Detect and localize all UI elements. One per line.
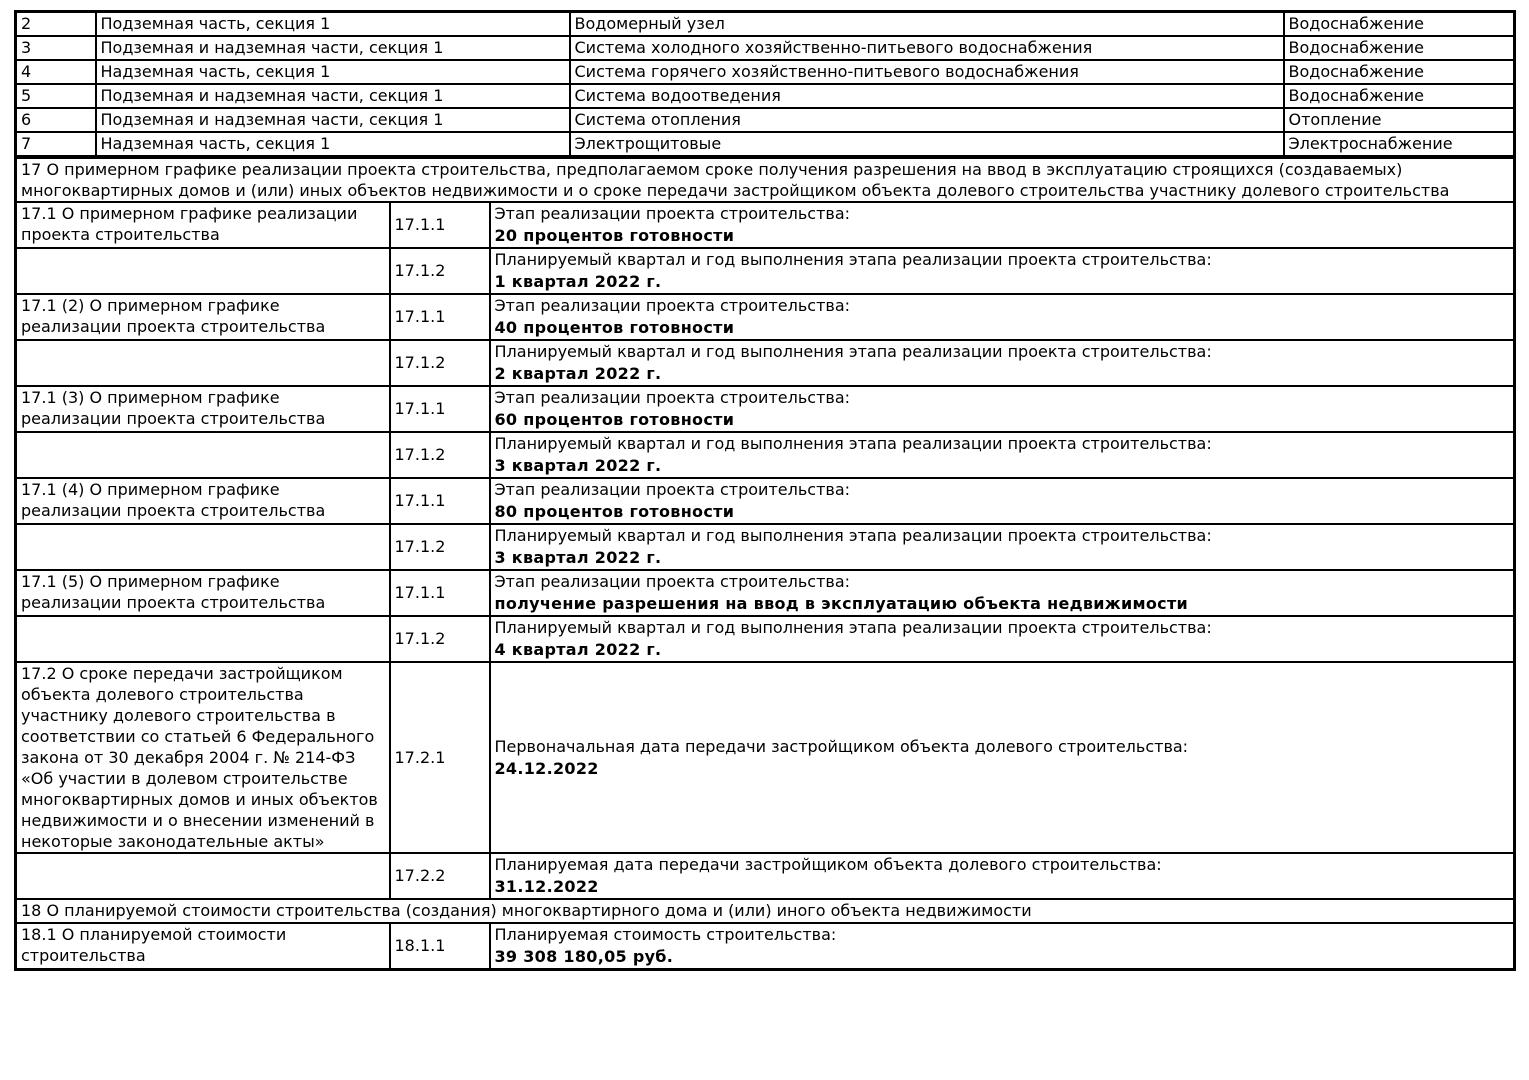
table-row: [16, 923, 1515, 970]
system-purpose: Водоснабжение: [1284, 36, 1515, 60]
table-row: [16, 12, 1515, 37]
row-number: 4: [16, 60, 96, 84]
block-title-17-1: 17.1 О примерном графике реализации проекта строительства: [16, 202, 390, 248]
system-purpose: Водоснабжение: [1284, 84, 1515, 108]
item-value: 40 процентов готовности: [494, 318, 735, 337]
system-purpose: Водоснабжение: [1284, 12, 1515, 37]
row-number: 2: [16, 12, 96, 37]
item-value: 60 процентов готовности: [494, 410, 735, 429]
system-name: Система холодного хозяйственно-питьевого водоснабжения: [570, 36, 1284, 60]
item-label: Планируемый квартал и год выполнения этапа реализации проекта строительства:: [494, 434, 1212, 453]
item-value: 1 квартал 2022 г.: [494, 272, 662, 291]
schedule-table: [14, 157, 1516, 971]
table-row: [16, 616, 1515, 662]
item-value: 2 квартал 2022 г.: [494, 364, 662, 383]
item-code: 17.1.2: [390, 524, 490, 570]
table-row: [16, 524, 1515, 570]
item-value-cell: [490, 340, 1515, 386]
section-17-header-line-1: 17 О примерном графике реализации проекта строительства, предполагаемом сроке получения разрешения на ввод в эксплуатацию строящихся (создаваемых): [21, 160, 1403, 179]
item-code: 17.2.1: [390, 662, 490, 853]
table-row: [16, 294, 1515, 340]
table-row: [16, 853, 1515, 899]
item-value-cell: [490, 524, 1515, 570]
table-row: [16, 202, 1515, 248]
row-number: 3: [16, 36, 96, 60]
item-value-cell: [490, 432, 1515, 478]
section-17-header-row: [16, 158, 1515, 202]
empty-cell: [16, 248, 390, 294]
system-name: Водомерный узел: [570, 12, 1284, 37]
item-label: Этап реализации проекта строительства:: [494, 204, 851, 223]
item-value-cell: [490, 853, 1515, 899]
item-value-cell: [490, 616, 1515, 662]
table-row: [16, 432, 1515, 478]
item-code: 17.2.2: [390, 853, 490, 899]
item-code: 17.1.2: [390, 248, 490, 294]
building-part: Надземная часть, секция 1: [96, 60, 570, 84]
item-value: 3 квартал 2022 г.: [494, 548, 662, 567]
block-title-17-1-4: 17.1 (4) О примерном графике реализации проекта строительства: [16, 478, 390, 524]
item-label: Этап реализации проекта строительства:: [494, 572, 851, 591]
item-label: Планируемая дата передачи застройщиком объекта долевого строительства:: [494, 855, 1162, 874]
section-18-header-row: [16, 899, 1515, 923]
item-label: Планируемая стоимость строительства:: [494, 925, 837, 944]
item-code: 18.1.1: [390, 923, 490, 970]
item-value: 24.12.2022: [494, 758, 599, 778]
row-number: 5: [16, 84, 96, 108]
item-value-cell: [490, 570, 1515, 616]
system-purpose: Электроснабжение: [1284, 132, 1515, 156]
table-row: [16, 478, 1515, 524]
table-row: [16, 570, 1515, 616]
system-purpose: Водоснабжение: [1284, 60, 1515, 84]
item-value: 39 308 180,05 руб.: [494, 947, 674, 966]
item-value: 20 процентов готовности: [494, 226, 735, 245]
table-row: [16, 60, 1515, 84]
table-row: [16, 248, 1515, 294]
table-row: [16, 108, 1515, 132]
row-number: 7: [16, 132, 96, 156]
item-label: Планируемый квартал и год выполнения этапа реализации проекта строительства:: [494, 342, 1212, 361]
system-purpose: Отопление: [1284, 108, 1515, 132]
table-row: [16, 340, 1515, 386]
section-18-header: 18 О планируемой стоимости строительства (создания) многоквартирного дома и (или) иного объекта недвижимости: [16, 899, 1515, 923]
item-code: 17.1.1: [390, 386, 490, 432]
item-code: 17.1.1: [390, 570, 490, 616]
item-value-cell: [490, 248, 1515, 294]
item-code: 17.1.1: [390, 202, 490, 248]
row-number: 6: [16, 108, 96, 132]
table-row: [16, 386, 1515, 432]
block-title-17-1-3: 17.1 (3) О примерном графике реализации проекта строительства: [16, 386, 390, 432]
item-value-cell: [490, 202, 1515, 248]
section-17-header: [16, 158, 1515, 202]
item-value: 4 квартал 2022 г.: [494, 640, 662, 659]
system-name: Система водоотведения: [570, 84, 1284, 108]
item-label: Этап реализации проекта строительства:: [494, 480, 851, 499]
item-value: 80 процентов готовности: [494, 502, 735, 521]
building-part: Подземная и надземная части, секция 1: [96, 108, 570, 132]
item-value-cell: [490, 662, 1515, 853]
table-row: [16, 36, 1515, 60]
table-row: [16, 84, 1515, 108]
item-code: 17.1.1: [390, 478, 490, 524]
item-code: 17.1.2: [390, 616, 490, 662]
block-title-18-1: 18.1 О планируемой стоимости строительства: [16, 923, 390, 970]
item-value-cell: [490, 923, 1515, 970]
building-part: Подземная и надземная части, секция 1: [96, 36, 570, 60]
system-name: Система горячего хозяйственно-питьевого водоснабжения: [570, 60, 1284, 84]
building-part: Надземная часть, секция 1: [96, 132, 570, 156]
block-title-17-1-2: 17.1 (2) О примерном графике реализации проекта строительства: [16, 294, 390, 340]
table-row: [16, 662, 1515, 853]
system-name: Электрощитовые: [570, 132, 1284, 156]
item-value: получение разрешения на ввод в эксплуатацию объекта недвижимости: [494, 594, 1189, 613]
item-label: Этап реализации проекта строительства:: [494, 388, 851, 407]
item-label: Планируемый квартал и год выполнения этапа реализации проекта строительства:: [494, 250, 1212, 269]
item-value: 31.12.2022: [494, 877, 599, 896]
system-name: Система отопления: [570, 108, 1284, 132]
item-code: 17.1.2: [390, 340, 490, 386]
item-code: 17.1.2: [390, 432, 490, 478]
empty-cell: [16, 616, 390, 662]
building-part: Подземная и надземная части, секция 1: [96, 84, 570, 108]
section-17-header-line-2: многоквартирных домов и (или) иных объектов недвижимости и о сроке передачи застройщиком объекта долевого строительства участнику долевого строительства: [21, 181, 1450, 200]
item-value-cell: [490, 294, 1515, 340]
item-value: 3 квартал 2022 г.: [494, 456, 662, 475]
block-title-17-2: 17.2 О сроке передачи застройщиком объекта долевого строительства участнику долевого строительства в соответствии со статьей 6 Федерального закона от 30 декабря 2004 г. № 214-ФЗ «Об участии в долевом строительстве многоквартирных домов и иных объектов недвижимости и о внесении изменений в некоторые законодательные акты»: [16, 662, 390, 853]
item-label: Первоначальная дата передачи застройщиком объекта долевого строительства:: [494, 736, 1189, 756]
declaration-document: [14, 10, 1513, 971]
item-label: Планируемый квартал и год выполнения этапа реализации проекта строительства:: [494, 526, 1212, 545]
empty-cell: [16, 432, 390, 478]
table-row: [16, 132, 1515, 156]
empty-cell: [16, 524, 390, 570]
item-label: Планируемый квартал и год выполнения этапа реализации проекта строительства:: [494, 618, 1212, 637]
systems-table: [14, 10, 1516, 157]
item-label: Этап реализации проекта строительства:: [494, 296, 851, 315]
empty-cell: [16, 853, 390, 899]
item-code: 17.1.1: [390, 294, 490, 340]
item-value-cell: [490, 478, 1515, 524]
block-title-17-1-5: 17.1 (5) О примерном графике реализации проекта строительства: [16, 570, 390, 616]
empty-cell: [16, 340, 390, 386]
building-part: Подземная часть, секция 1: [96, 12, 570, 37]
item-value-cell: [490, 386, 1515, 432]
